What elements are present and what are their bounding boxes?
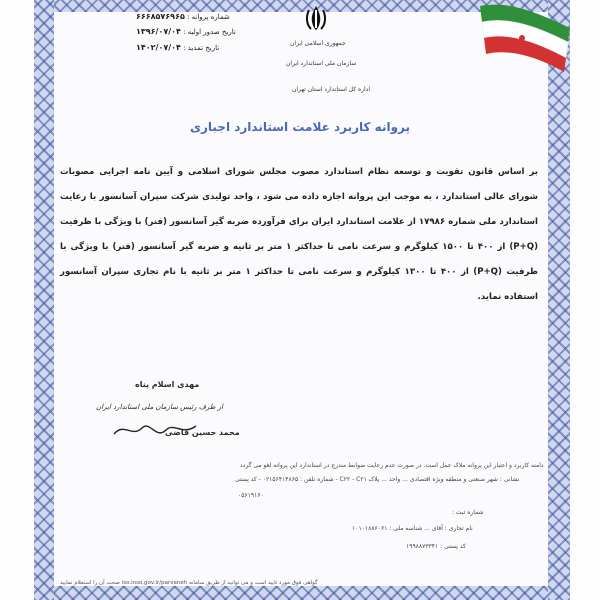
renewal-label: تاریخ تمدید : (183, 44, 220, 52)
footer-line-1: دامنه کاربرد و اعتبار این پروانه ملاک عمل است. در صورت عدم رعایت ضوابط مندرج در استاندارد این پروانه لغو می گردد (240, 462, 544, 469)
first-issue-label: تاریخ صدور اولیه : (183, 28, 236, 36)
signatory-title: محمد حسین قاضی (165, 428, 240, 437)
footer-line-2: نشانی : شهر صنعتی و منطقه ویژه اقتصادی ... واحد ... پلاک C۲۲ - C۲۱ - شماره تلفن : ۰۲۱۵۶۴۱۴۸۶۵ - کد پستی (235, 476, 520, 483)
issuer-line-2: سازمان ملی استاندارد ایران (286, 60, 357, 67)
renewal-row (136, 43, 219, 52)
decorative-border-bottom (34, 586, 570, 600)
footer-line-6: کد پستی : ۱۹۹۸۸۷۳۳۴۱ (406, 543, 466, 550)
license-number-value: ۶۶۶۸۵۷۶۹۶۵ (136, 12, 185, 21)
footer-line-3: ۰۵۶۱۹۱۶۰ (238, 492, 264, 499)
issuer-line-3: اداره کل استاندارد استان تهران (292, 86, 371, 93)
certificate-body-text: بر اساس قانون تقویت و توسعه نظام استاندارد مصوب مجلس شورای اسلامی و آیین نامه اجرایی مصوبات شورای عالی استاندارد ، به موجب این پروانه اجازه داده می شود ، واحد تولیدی شرکت سپران آسانسور با رعایت استاندارد ملی شماره ۱۷۹۸۶ از علامت استاندارد ایران برای فرآورده ضربه گیر آسانسور (فنر) با ویژگی با ظرفیت (P+Q) از ۴۰۰ تا ۱۵۰۰ کیلوگرم و سرعت نامی تا حداکثر ۱ متر بر ثانیه و ضربه گیر آسانسور (فنر) با ویژگی با ظرفیت (P+Q) از ۴۰۰ تا ۱۳۰۰ کیلوگرم و سرعت نامی تا حداکثر ۱ متر بر ثانیه با نام تجاری سپران آسانسور استفاده نماید. (60, 167, 538, 302)
certificate-title: پروانه کاربرد علامت استاندارد اجباری (189, 120, 410, 134)
renewal-value: ۱۴۰۲/۰۷/۰۴ (136, 43, 181, 52)
license-number-row (136, 12, 230, 21)
decorative-border-left (34, 0, 54, 600)
first-issue-row (136, 27, 236, 36)
signatory-name: مهدی اسلام پناه (135, 380, 200, 389)
emblem-icon (303, 4, 329, 32)
footer-verification-note: گواهی فوق مورد تایید است و می توانید از طریق سامانه iso.inso.gov.ir/parvaneh صحت آن را استعلام نمایید (60, 580, 318, 586)
iran-flag-icon (470, 0, 600, 96)
footer-line-5: نام تجاری : آقای ... شناسه ملی : ۱۰۱۰۱۸۸۶۰۶۱ (352, 525, 473, 532)
first-issue-value: ۱۳۹۶/۰۷/۰۴ (136, 27, 181, 36)
license-number-label: شماره پروانه : (187, 13, 230, 21)
footer-line-4: شماره ثبت : (452, 509, 484, 516)
issuer-line-1: جمهوری اسلامی ایران (290, 40, 346, 47)
signatory-role: از طرف رئیس سازمان ملی استاندارد ایران (96, 403, 223, 411)
